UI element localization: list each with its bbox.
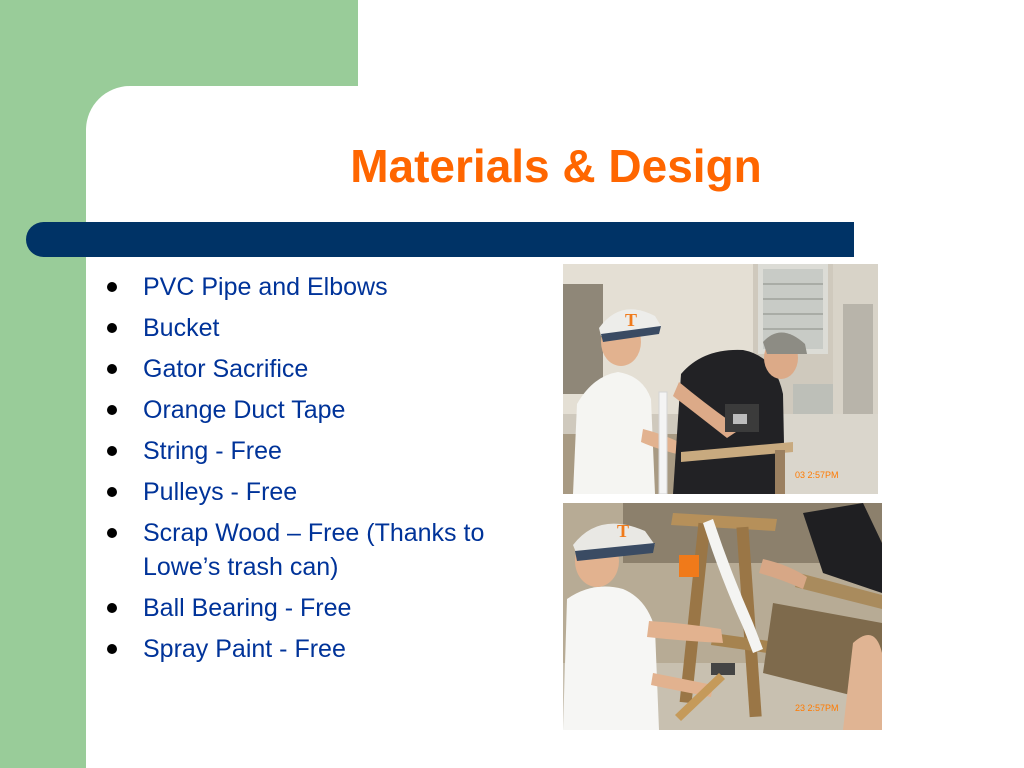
- svg-text:T: T: [625, 310, 638, 330]
- bullet-text: Spray Paint - Free: [143, 635, 346, 663]
- bullet-text: Pulleys - Free: [143, 478, 298, 506]
- bullet-text: Gator Sacrifice: [143, 355, 309, 383]
- list-item: [104, 516, 524, 584]
- svg-text:23 2:57PM: 23 2:57PM: [795, 703, 839, 713]
- bullet-text: Orange Duct Tape: [143, 396, 346, 424]
- bullet-dot-icon: [107, 405, 117, 415]
- bullet-text: String - Free: [143, 437, 282, 465]
- list-item: [104, 591, 524, 625]
- bullet-dot-icon: [107, 603, 117, 613]
- svg-text:03 2:57PM: 03 2:57PM: [795, 470, 839, 480]
- list-item: [104, 475, 524, 509]
- photo-students-drilling: [563, 264, 878, 494]
- bullet-list: [104, 270, 524, 673]
- bullet-text: PVC Pipe and Elbows: [143, 273, 388, 301]
- bullet-text: Bucket: [143, 314, 220, 342]
- svg-text:T: T: [617, 521, 630, 541]
- slide-title: Materials & Design: [350, 140, 762, 192]
- list-item: [104, 352, 524, 386]
- bullet-dot-icon: [107, 282, 117, 292]
- bullet-dot-icon: [107, 323, 117, 333]
- bullet-dot-icon: [107, 364, 117, 374]
- bullet-text: Scrap Wood – Free (Thanks to Lowe’s trash can): [143, 519, 485, 581]
- list-item: [104, 311, 524, 345]
- bullet-dot-icon: [107, 487, 117, 497]
- bullet-dot-icon: [107, 644, 117, 654]
- list-item: [104, 270, 524, 304]
- photo-student-hammering: [563, 503, 882, 730]
- list-item: [104, 393, 524, 427]
- bullet-text: Ball Bearing - Free: [143, 594, 352, 622]
- list-item: [104, 632, 524, 666]
- bullet-dot-icon: [107, 528, 117, 538]
- list-item: [104, 434, 524, 468]
- title-divider-bar: [26, 222, 854, 257]
- bullet-dot-icon: [107, 446, 117, 456]
